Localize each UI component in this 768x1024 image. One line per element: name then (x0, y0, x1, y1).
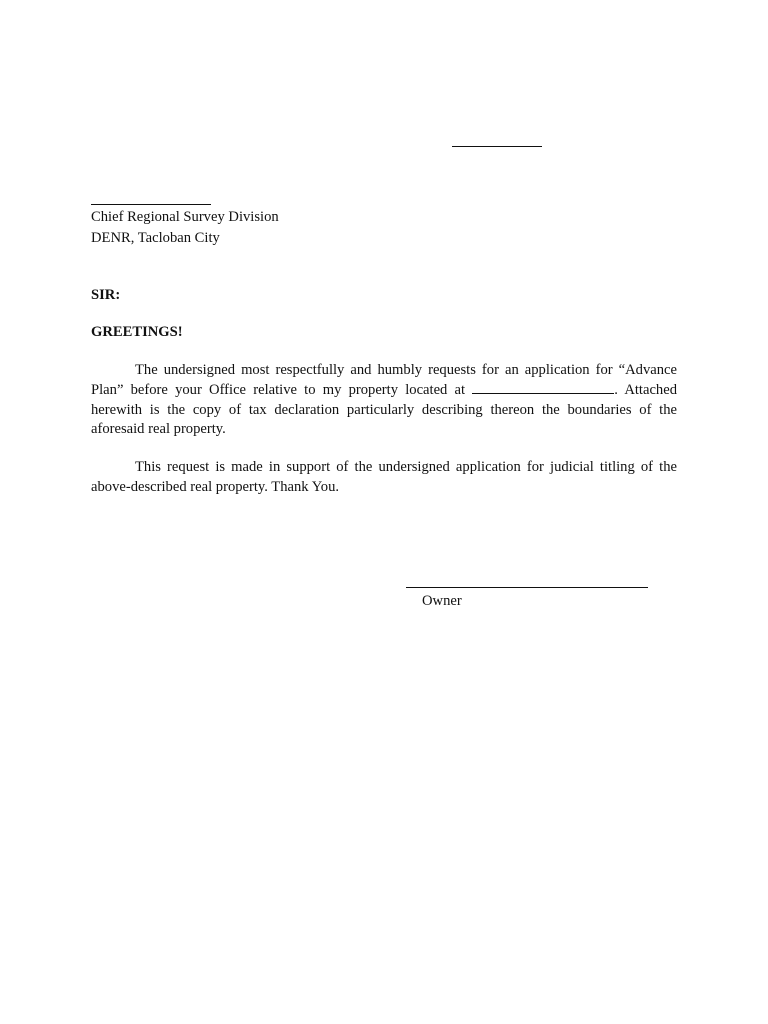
body-paragraph-2 (91, 458, 677, 498)
greeting: GREETINGS! (91, 324, 183, 340)
paragraph-1-text-end: . Attached herewith is the copy of tax declaration particularly describing thereon the boundaries of the aforesaid real property. (91, 381, 677, 438)
addressee-title: Chief Regional Survey Division (91, 209, 279, 225)
paragraph-1-text-start: The undersigned most respectfully and humbly requests for an application for “Advance Plan” before your Office relative to my property located at (91, 362, 677, 398)
date-blank-line (452, 146, 542, 147)
signature-blank-line (406, 587, 648, 588)
paragraph-2-text: This request is made in support of the undersigned application for judicial titling of the above-described real property. Thank You. (91, 459, 677, 495)
signature-label: Owner (422, 593, 462, 609)
salutation: SIR: (91, 287, 121, 303)
addressee-name-blank-line (91, 204, 211, 205)
addressee-office: DENR, Tacloban City (91, 230, 220, 246)
property-location-blank (472, 381, 614, 394)
body-paragraph-1 (91, 361, 677, 440)
